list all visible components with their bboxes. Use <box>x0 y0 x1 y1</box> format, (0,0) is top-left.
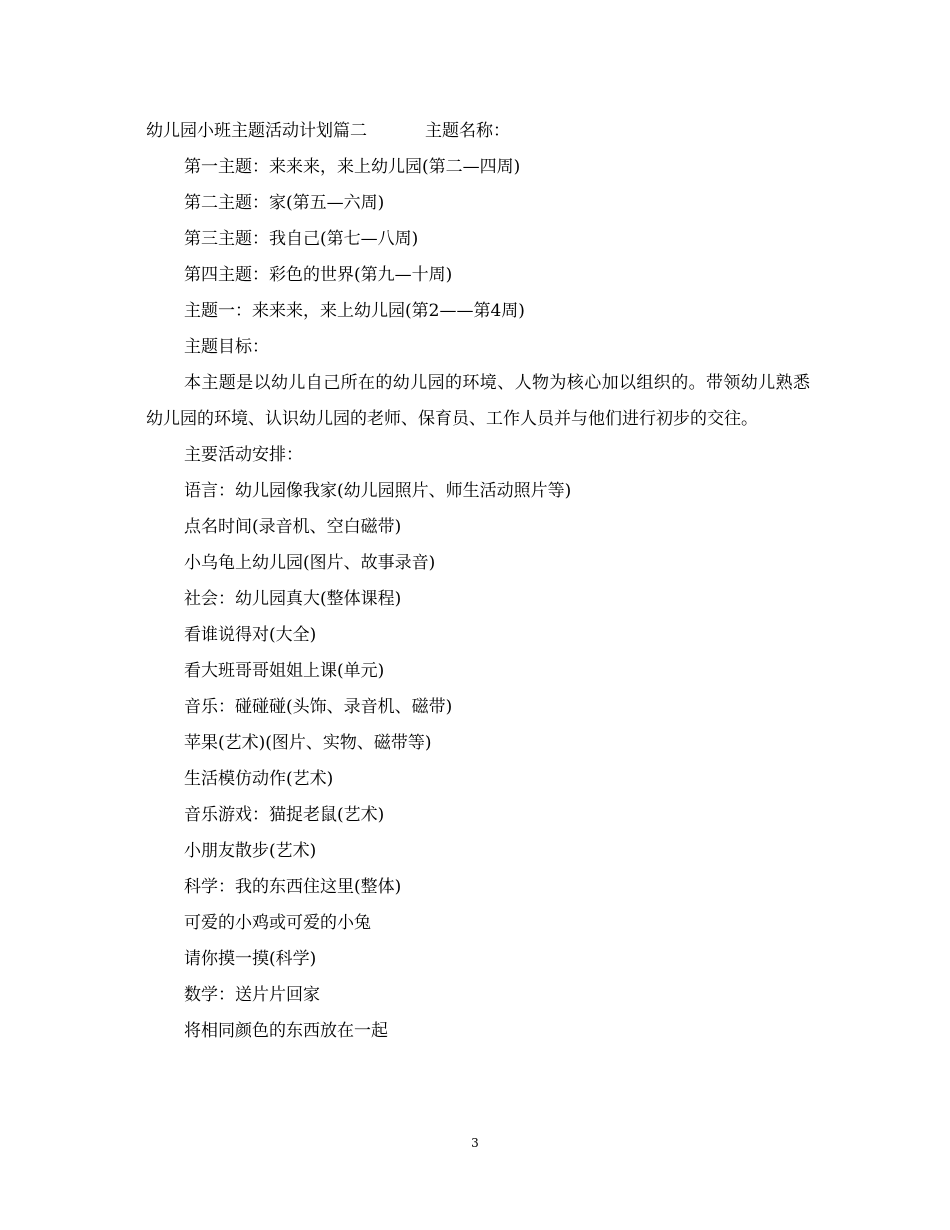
theme-item: 第二主题：家(第五—六周) <box>184 193 385 213</box>
goal-label: 主题目标： <box>184 337 269 357</box>
activity-item: 社会：幼儿园真大(整体课程) <box>184 589 402 609</box>
page-number: 3 <box>471 1136 479 1150</box>
activity-item: 点名时间(录音机、空白磁带) <box>184 517 402 537</box>
activities-label: 主要活动安排： <box>184 445 303 465</box>
document-title: 幼儿园小班主题活动计划篇二 <box>146 121 367 141</box>
document-body <box>146 113 810 1049</box>
theme-item: 第三主题：我自己(第七—八周) <box>184 229 419 249</box>
activity-item: 生活模仿动作(艺术) <box>184 769 334 789</box>
theme-item: 第四主题：彩色的世界(第九—十周) <box>184 265 453 285</box>
activity-item: 数学：送片片回家 <box>184 985 320 1005</box>
activity-item: 看谁说得对(大全) <box>184 625 317 645</box>
theme-name-label: 主题名称： <box>425 121 510 141</box>
activity-item: 音乐：碰碰碰(头饰、录音机、磁带) <box>184 697 453 717</box>
goal-paragraph: 本主题是以幼儿自己所在的幼儿园的环境、人物为核心加以组织的。带领幼儿熟悉幼儿园的环境、认识幼儿园的老师、保育员、工作人员并与他们进行初步的交往。 <box>146 373 810 429</box>
activity-item: 科学：我的东西住这里(整体) <box>184 877 402 897</box>
title-line <box>146 113 810 149</box>
theme-one-heading: 主题一：来来来，来上幼儿园(第2——第4周) <box>184 301 525 321</box>
activity-item: 小乌龟上幼儿园(图片、故事录音) <box>184 553 436 573</box>
activity-item: 请你摸一摸(科学) <box>184 949 317 969</box>
activity-item: 看大班哥哥姐姐上课(单元) <box>184 661 385 681</box>
theme-item: 第一主题：来来来，来上幼儿园(第二—四周) <box>184 157 521 177</box>
activity-item: 苹果(艺术)(图片、实物、磁带等) <box>184 733 432 753</box>
activity-item: 音乐游戏：猫捉老鼠(艺术) <box>184 805 385 825</box>
activity-item: 可爱的小鸡或可爱的小兔 <box>184 913 371 933</box>
activity-item: 小朋友散步(艺术) <box>184 841 317 861</box>
activity-item: 语言：幼儿园像我家(幼儿园照片、师生活动照片等) <box>184 481 572 501</box>
activity-item: 将相同颜色的东西放在一起 <box>184 1021 388 1041</box>
